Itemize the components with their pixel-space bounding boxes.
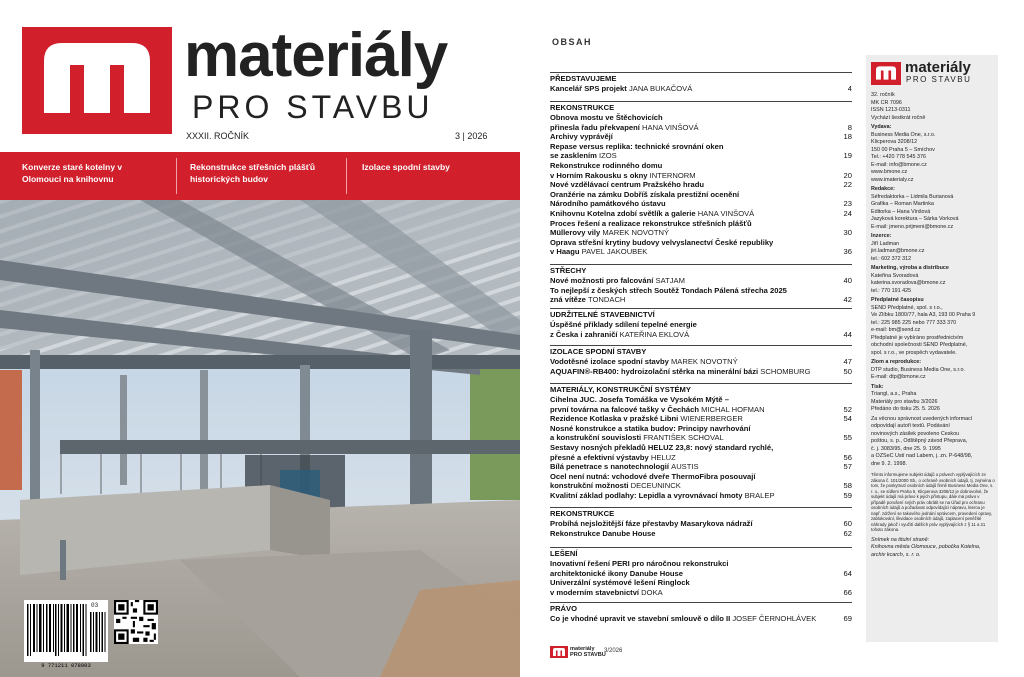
band-divider <box>346 158 347 194</box>
toc-entry-title: Rekonstrukce Danube House <box>550 528 656 538</box>
impressum-line: MK ČR 7096 <box>871 99 902 106</box>
toc-entry-author: KATEŘINA EKLOVÁ <box>619 329 690 339</box>
toc-entry-author: INTERNORM <box>649 170 696 180</box>
toc-entry[interactable] <box>550 414 852 424</box>
toc-section <box>550 72 852 94</box>
toc-entry-page: 18 <box>843 132 852 142</box>
toc-entry[interactable] <box>550 238 852 257</box>
toc-entry-page: 56 <box>843 452 852 462</box>
impressum-heading: Zlom a reprodukce: <box>871 359 922 365</box>
toc-entry[interactable] <box>550 559 852 578</box>
impressum-body <box>871 92 995 559</box>
toc-entry[interactable] <box>550 424 852 443</box>
toc-entry-page: 30 <box>843 228 852 238</box>
toc-entry-author: SATJAM <box>655 276 685 285</box>
toc-entry-page: 47 <box>843 357 852 366</box>
impressum-line: Klicperova 3208/12 <box>871 139 918 145</box>
brand-title: materiály <box>184 21 448 90</box>
toc-entry-title: Nové vzdělávací centrum Pražského hradu <box>550 180 705 190</box>
toc-entry[interactable] <box>550 142 852 161</box>
m-logo-icon <box>553 648 565 656</box>
toc-entry-page: 59 <box>843 490 852 500</box>
cover-topic-2: Rekonstrukce střešních plášťů historických budov <box>190 162 316 184</box>
toc-entry-author: PAVEL JAKOUBEK <box>581 247 648 257</box>
toc-entry[interactable] <box>550 286 852 305</box>
impressum-line: E-mail: jmeno.prijmeni@bmone.cz <box>871 223 954 230</box>
impressum-brand: materiály <box>905 59 971 76</box>
impressum-legal-note: Těmto informujeme subjekt údajů o právech vyplývajících ze zákona č. 101/2000 Sb., o ochraně osobních údajů, tj. zejména o tom, že poskytnutí osobních údajů firmě Business Media One, s. r. o., se sídlem Praha 5, Klicperova 3208/12 je dobrovolné, že subjekt údajů má právo k jejich přístupu, dále má právo v případě porušení svých práv obrátit se na Úřad pro ochranu osobních údajů a požadovat odpovídající nápravu, kterou je např. zdržení se takového jednání správcem, provedení opravy, zablokování, likvidace osobních údajů, zaplacení peněžité náhrady jakož i využití dalších práv vyplývajících z § 11 a 21 tohoto zákona. <box>871 472 995 532</box>
impressum-line: obchodní společnosti SEND Předplatné, <box>871 342 968 348</box>
toc-entry-page: 42 <box>843 295 852 305</box>
barcode-icon <box>24 600 108 662</box>
impressum-line: jiri.ladman@bmone.cz <box>871 248 925 254</box>
impressum-line: E-mail: dtp@bmone.cz <box>871 374 926 380</box>
impressum-line: Editorka – Hana Vinšová <box>871 208 931 215</box>
toc-section <box>550 507 852 538</box>
impressum-line: SEND Předplatné, spol. s r.o., <box>871 304 943 311</box>
toc-entry[interactable] <box>550 519 852 529</box>
impressum-block <box>871 297 995 357</box>
impressum-line: tel.: 225 985 225 nebo 777 333 370 <box>871 319 957 326</box>
toc-entry[interactable] <box>550 161 852 180</box>
toc-entry-title: Rezidence Kotlaska v pražské Libni <box>550 414 679 424</box>
toc-entry-title: Kvalitní základ podlahy: Lepidla a vyrovnávací hmoty <box>550 490 743 500</box>
toc-entry-author: SCHOMBURG <box>760 366 811 376</box>
impressum-line: odpovídají autoři textů. Podávání <box>871 423 950 429</box>
toc-entry-author: DECEUNINCK <box>630 481 681 491</box>
impressum-block <box>871 384 995 414</box>
toc-entry-page: 66 <box>843 587 852 597</box>
photo-credit-label: Snímek na titulní straně: <box>871 536 930 543</box>
barcode-addon: 03 <box>91 602 99 609</box>
footer-brand-line-2: PRO STAVBU <box>570 652 606 658</box>
toc-entry-title: přinesla řadu překvapení <box>550 122 640 132</box>
impressum-line: 150 00 Praha 5 – Smíchov <box>871 146 935 153</box>
toc-entry-page: 54 <box>843 414 852 424</box>
toc-section <box>550 602 852 624</box>
impressum-line: Tel.: +420 778 545 376 <box>871 154 927 160</box>
toc-entry-page: 62 <box>843 528 852 538</box>
impressum-subtitle: PRO STAVBU <box>906 75 972 84</box>
toc-section-title: MATERIÁLY, KONSTRUKČNÍ SYSTÉMY <box>550 385 691 394</box>
impressum-logo <box>871 62 901 85</box>
impressum-block <box>871 265 995 295</box>
impressum-line: Ve Žlíbku 1800/77, hala A3, 193 00 Praha 9 <box>871 312 976 318</box>
impressum-block <box>871 233 995 263</box>
toc-entry[interactable] <box>550 395 852 414</box>
toc-entry-title: Probíhá nejsložitější fáze přestavby Masarykova nádraží <box>550 519 753 528</box>
toc-entry-author: JANA BUKAČOVÁ <box>628 84 693 93</box>
impressum-line: Předplatné je vybíráno prostřednictvím <box>871 334 964 341</box>
impressum-block <box>871 92 995 122</box>
toc-entry[interactable] <box>550 209 852 219</box>
impressum-line: Předáno do tisku 25. 5. 2026 <box>871 406 940 412</box>
toc-section <box>550 101 852 257</box>
toc-section <box>550 308 852 339</box>
toc-section <box>550 264 852 305</box>
toc-section <box>550 383 852 501</box>
cover-topic-3: Izolace spodní stavby <box>362 162 450 172</box>
toc-entry-page: 20 <box>843 170 852 180</box>
toc-entry-page: 24 <box>843 208 852 218</box>
impressum-line: Materiály pro stavbu 3/2026 <box>871 398 938 405</box>
impressum-line: Business Media One, s.r.o. <box>871 131 936 138</box>
impressum-line: poštou, s. p., Odštěpný závod Přeprava, <box>871 438 968 444</box>
toc-entry-title: v Horním Rakousku s okny <box>550 170 648 180</box>
impressum-line: Jiří Ladman <box>871 240 900 247</box>
toc-entry-page: 36 <box>843 247 852 257</box>
impressum-block <box>871 416 995 469</box>
toc-entry-page: 58 <box>843 481 852 491</box>
toc-entry-title: z Česka i zahraničí <box>550 329 618 339</box>
toc-entry-page: 23 <box>843 199 852 209</box>
toc-entry-title: Nové možnosti pro falcování <box>550 276 654 285</box>
toc-entry-page: 55 <box>843 433 852 443</box>
impressum-line: novinových zásilek povoleno Českou <box>871 430 960 437</box>
cover-topic-1: Konverze staré kotelny v Olomouci na knihovnu <box>22 162 123 184</box>
toc-entry-page: 40 <box>843 276 852 285</box>
qr-code <box>114 600 158 644</box>
m-logo-icon <box>44 43 150 113</box>
toc-entry-page: 8 <box>847 122 852 132</box>
toc-entry-author: WIENERBERGER <box>680 414 743 424</box>
toc-entry-author: BRALEP <box>744 490 775 500</box>
impressum-line: katerina.svoradova@bmone.cz <box>871 280 946 286</box>
issue-label: 3 | 2026 <box>455 131 488 141</box>
footer-issue: 3/2026 <box>604 648 623 654</box>
toc-entry-author: DOKA <box>641 587 663 597</box>
toc-entry[interactable] <box>550 529 852 539</box>
impressum-line: Grafika – Roman Martinka <box>871 201 934 207</box>
toc-section-title: UDRŽITELNÉ STAVEBNICTVÍ <box>550 310 655 319</box>
toc-entry[interactable] <box>550 190 852 209</box>
impressum-heading: Inzerce: <box>871 233 892 239</box>
toc-entry-title: a konstrukční souvislosti <box>550 433 642 443</box>
toc-entry-title: zná vítěze <box>550 295 586 305</box>
toc-entry-author: MAREK NOVOTNÝ <box>602 228 670 238</box>
toc-entry-title: To nejlepší z českých střech Soutěž Tondach Pálená střecha 2025 <box>550 285 787 295</box>
toc-entry-author: IZOS <box>598 151 617 161</box>
impressum-heading: Redakce: <box>871 186 895 192</box>
barcode-number: 9 771211 078003 <box>41 662 91 669</box>
toc-entry[interactable] <box>550 472 852 491</box>
impressum-line: tel.: 602 372 312 <box>871 255 912 262</box>
brand-subtitle: PRO STAVBU <box>192 89 434 125</box>
band-divider <box>176 158 177 194</box>
toc-entry-title: Rekonstrukce rodinného domu <box>550 160 663 170</box>
toc-entry-page: 60 <box>843 519 852 528</box>
impressum-line: www.bmone.cz <box>871 169 908 175</box>
toc-entry-title: Repase versus replika: technické srovnání oken <box>550 141 724 151</box>
impressum-line: DTP studio, Business Media One, s.r.o. <box>871 366 965 373</box>
toc-entry-title: architektonické ikony Danube House <box>550 568 683 578</box>
toc-entry[interactable] <box>550 367 852 377</box>
toc-entry[interactable] <box>550 614 852 624</box>
toc-section <box>550 547 852 597</box>
toc-entry-author: JOSEF ČERNOHLÁVEK <box>732 614 817 623</box>
toc-entry-author: MAREK NOVOTNÝ <box>670 357 738 366</box>
toc-entry-title: v Haagu <box>550 247 580 257</box>
toc-entry-title: Proces řešení a realizace rekonstrukce střešních plášťů <box>550 218 752 228</box>
toc-entry[interactable] <box>550 219 852 238</box>
footer-brand <box>570 646 606 658</box>
toc-entry[interactable] <box>550 84 852 94</box>
toc-entry-author: FRANTIŠEK SCHOVAL <box>643 433 724 443</box>
barcode <box>24 600 108 662</box>
impressum-line: Vychází šestkrát ročně <box>871 114 926 121</box>
impressum-line: č. j. 3083/95, dne 25. 9. 1995 <box>871 445 941 452</box>
toc-entry-title: Oprava střešní krytiny budovy velvyslanectví České republiky <box>550 237 774 247</box>
toc-entry-author: TONDACH <box>588 295 626 305</box>
toc-section-title: REKONSTRUKCE <box>550 509 615 518</box>
m-logo-icon <box>876 66 896 80</box>
toc-entry-title: Archivy vyprávějí <box>550 132 613 142</box>
toc-entry-title: přesné a efektivní výstavby <box>550 452 649 462</box>
toc-section-title: STŘECHY <box>550 266 587 275</box>
impressum-line: www.imaterialy.cz <box>871 176 914 183</box>
impressum-line: a OZSeČ Ústí nad Labem, j. zn. P-648/98, <box>871 453 973 459</box>
toc-entry-page: 50 <box>843 366 852 376</box>
toc-entry[interactable] <box>550 132 852 142</box>
toc-entry-title: první továrna na falcové tašky v Čechách <box>550 404 699 414</box>
toc-entry-title: Kancelář SPS projekt <box>550 84 627 93</box>
toc-entry-page: 44 <box>843 329 852 339</box>
impressum-heading: Vydava: <box>871 124 892 130</box>
toc-entry-title: Úspěšné příklady sdílení tepelné energie <box>550 320 697 329</box>
toc-section-title: PRÁVO <box>550 604 578 613</box>
toc-section-title: LEŠENÍ <box>550 549 578 558</box>
toc-heading: OBSAH <box>552 37 593 47</box>
toc-entry-title: Ocel není nutná: vchodové dveře ThermoFibra posouvají <box>550 471 756 481</box>
toc-entry-author: HANA VINŠOVÁ <box>642 122 699 132</box>
toc-entry-page: 19 <box>843 151 852 161</box>
impressum-block <box>871 359 995 382</box>
toc-entry[interactable] <box>550 357 852 367</box>
impressum-line: Šéfredaktorka – Lidmila Burianová <box>871 193 954 200</box>
cover-topics-band <box>0 152 520 200</box>
toc-entry-author: HANA VINŠOVÁ <box>697 208 755 218</box>
impressum-line: 32. ročník <box>871 92 895 98</box>
impressum-line: ISSN 1213-0311 <box>871 107 911 113</box>
toc-entry[interactable] <box>550 578 852 597</box>
toc-section <box>550 345 852 376</box>
volume-label: XXXII. ROČNÍK <box>186 131 250 141</box>
toc-entry-page: 52 <box>843 404 852 414</box>
impressum-line: dne 9. 2. 1998. <box>871 460 907 467</box>
toc-entry-author: HELUZ <box>650 452 676 462</box>
toc-entry-author: AUSTIS <box>671 462 699 472</box>
toc-entry-title: Oranžérie na zámku Dobříš získala prestižní ocenění <box>550 189 740 199</box>
toc-entry-title: Bílá penetrace s nanotechnologií <box>550 462 669 472</box>
toc-entry[interactable] <box>550 443 852 462</box>
toc-entry-title: se zasklením <box>550 151 597 161</box>
toc-entry-page: 22 <box>843 180 852 190</box>
toc-entry[interactable] <box>550 180 852 190</box>
toc-entry-title: konstrukční možnosti <box>550 481 629 491</box>
qr-code-icon <box>114 600 158 644</box>
impressum-line: E-mail: info@bmone.cz <box>871 161 927 168</box>
toc-entry-title: Inovativní řešení PERI pro náročnou rekonstrukci <box>550 559 729 568</box>
toc-entry-page: 64 <box>843 568 852 578</box>
impressum-heading: Předplatné časopisu <box>871 297 924 303</box>
impressum-heading: Tisk: <box>871 383 884 390</box>
toc-section-title: PŘEDSTAVUJEME <box>550 74 617 83</box>
impressum-line: Kateřina Svoradová <box>871 272 919 279</box>
toc-entry-page: 4 <box>847 84 852 93</box>
impressum-block <box>871 124 995 184</box>
footer-logo <box>550 646 568 658</box>
toc-entry[interactable] <box>550 491 852 501</box>
toc-entry-author: MICHAL HOFMAN <box>701 404 765 414</box>
photo-credit: Knihovna města Olomouce, pobočka Kotelna, archiv kcarch, s. r. o. <box>871 544 981 558</box>
toc-entry[interactable] <box>550 276 852 286</box>
toc-entry-title: Nosné konstrukce a statika budov: Principy navrhování <box>550 423 751 433</box>
impressum-line: Triangl, a.s., Praha <box>871 391 917 397</box>
footer-brand-line-1: materiály <box>570 646 595 652</box>
impressum-block <box>871 186 995 231</box>
toc-entry-page: 69 <box>843 614 852 623</box>
toc-entry-title: Müllerovy vily <box>550 228 601 238</box>
toc-entry-title: Univerzální systémové lešení Ringlock <box>550 578 690 588</box>
toc-entry-title: Obnova mostu ve Štěchovicích <box>550 113 663 122</box>
toc-entry-title: v moderním stavebnictví <box>550 587 640 597</box>
toc-entry-page: 57 <box>843 462 852 472</box>
impressum-heading: Marketing, výroba a distribuce <box>871 265 949 271</box>
impressum-line: e-mail: bm@send.cz <box>871 327 921 333</box>
toc-entry[interactable] <box>550 462 852 472</box>
toc-entry-title: Cihelna JUC. Josefa Tomáška ve Vysokém Mýtě – <box>550 395 729 404</box>
toc-section-title: IZOLACE SPODNÍ STAVBY <box>550 347 647 356</box>
impressum-line: spol. s r.o., ve prospěch vydavatele. <box>871 349 957 356</box>
toc-entry[interactable] <box>550 113 852 132</box>
toc-section-title: REKONSTRUKCE <box>550 103 615 112</box>
brand-logo <box>22 27 172 134</box>
toc-entry-title: Knihovnu Kotelna zdobí světlík a galerie <box>550 208 696 218</box>
impressum-line: Za věcnou správnost uvedených informací <box>871 415 973 422</box>
toc-entry[interactable] <box>550 320 852 339</box>
toc-entry-title: AQUAFIN®-RB400: hydroizolační stěrka na minerální bázi <box>550 366 759 376</box>
toc-entry-title: Co je vhodné upravit ve stavební smlouvě o dílo II <box>550 614 731 623</box>
toc-entry-title: Vodotěsné izolace spodní stavby <box>550 357 669 366</box>
impressum-line: tel.: 770 191 425 <box>871 287 912 294</box>
impressum-line: Jazyková korektura – Šárka Vorková <box>871 216 959 222</box>
toc-entry-title: Národního památkového ústavu <box>550 199 666 209</box>
toc-entry-title: Sestavy nosných překladů HELUZ 23,8: nový standard rychlé, <box>550 442 774 452</box>
